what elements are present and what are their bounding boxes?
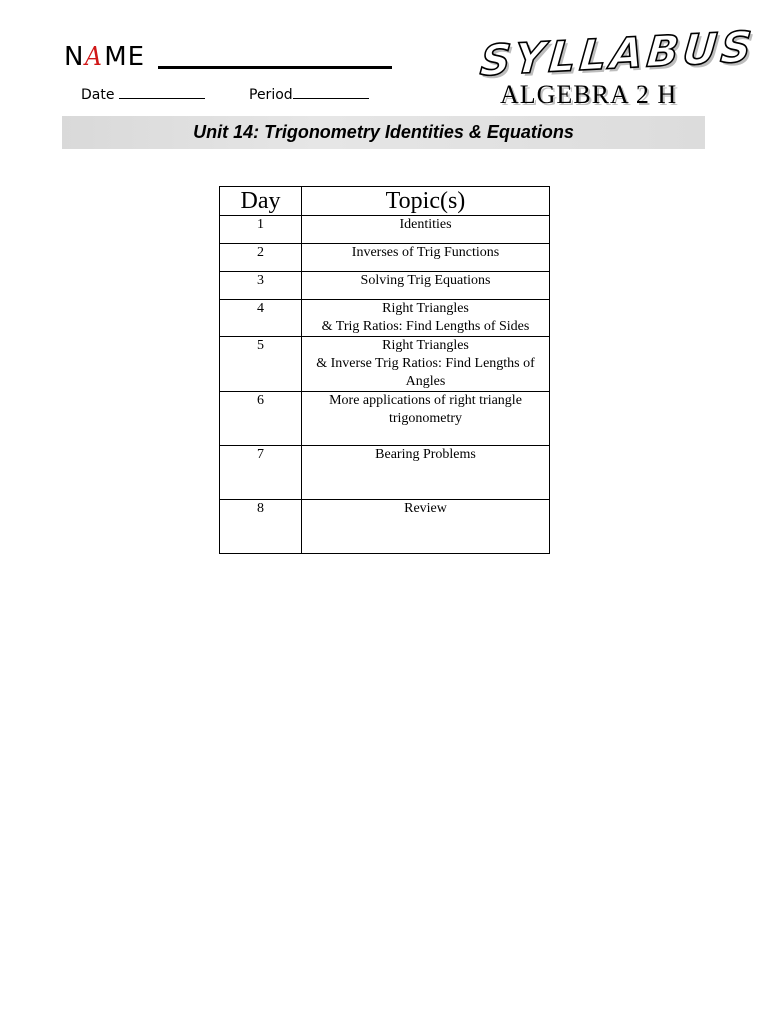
table-row	[220, 337, 550, 392]
day-header: Day	[220, 187, 302, 216]
unit-title: Unit 14: Trigonometry Identities & Equations	[193, 122, 574, 142]
table-row	[220, 272, 550, 300]
topic-cell: Solving Trig Equations	[302, 272, 550, 300]
date-label: Date	[81, 87, 115, 103]
table-row	[220, 392, 550, 446]
topic-cell: Identities	[302, 216, 550, 244]
date-blank-line[interactable]	[119, 86, 205, 99]
day-cell: 7	[220, 446, 302, 500]
topic-cell: Inverses of Trig Functions	[302, 244, 550, 272]
period-label: Period	[249, 87, 293, 103]
day-cell: 8	[220, 500, 302, 554]
topic-cell: Right Triangles & Trig Ratios: Find Lengths of Sides	[302, 300, 550, 337]
table-row	[220, 300, 550, 337]
table-row	[220, 216, 550, 244]
unit-banner	[62, 116, 705, 149]
topic-cell: Right Triangles & Inverse Trig Ratios: Find Lengths of Angles	[302, 337, 550, 392]
table-row	[220, 500, 550, 554]
name-letter-a: A	[85, 42, 104, 72]
day-cell: 6	[220, 392, 302, 446]
name-field	[64, 42, 404, 76]
table-row	[220, 244, 550, 272]
day-cell: 4	[220, 300, 302, 337]
day-cell: 2	[220, 244, 302, 272]
period-blank-line[interactable]	[293, 86, 369, 99]
day-cell: 1	[220, 216, 302, 244]
table-header-row	[220, 187, 550, 216]
topics-header: Topic(s)	[302, 187, 550, 216]
date-field	[81, 86, 205, 103]
day-cell: 5	[220, 337, 302, 392]
topic-cell: Bearing Problems	[302, 446, 550, 500]
day-cell: 3	[220, 272, 302, 300]
table-row	[220, 446, 550, 500]
course-title: ALGEBRA 2 H	[500, 80, 678, 109]
topic-cell: More applications of right triangle trigonometry	[302, 392, 550, 446]
syllabus-logo: SYLLABUS	[478, 21, 758, 86]
period-field	[249, 86, 369, 103]
topic-cell: Review	[302, 500, 550, 554]
name-blank-line[interactable]	[158, 66, 392, 69]
syllabus-table	[219, 186, 550, 554]
name-label: NAME	[64, 42, 146, 72]
